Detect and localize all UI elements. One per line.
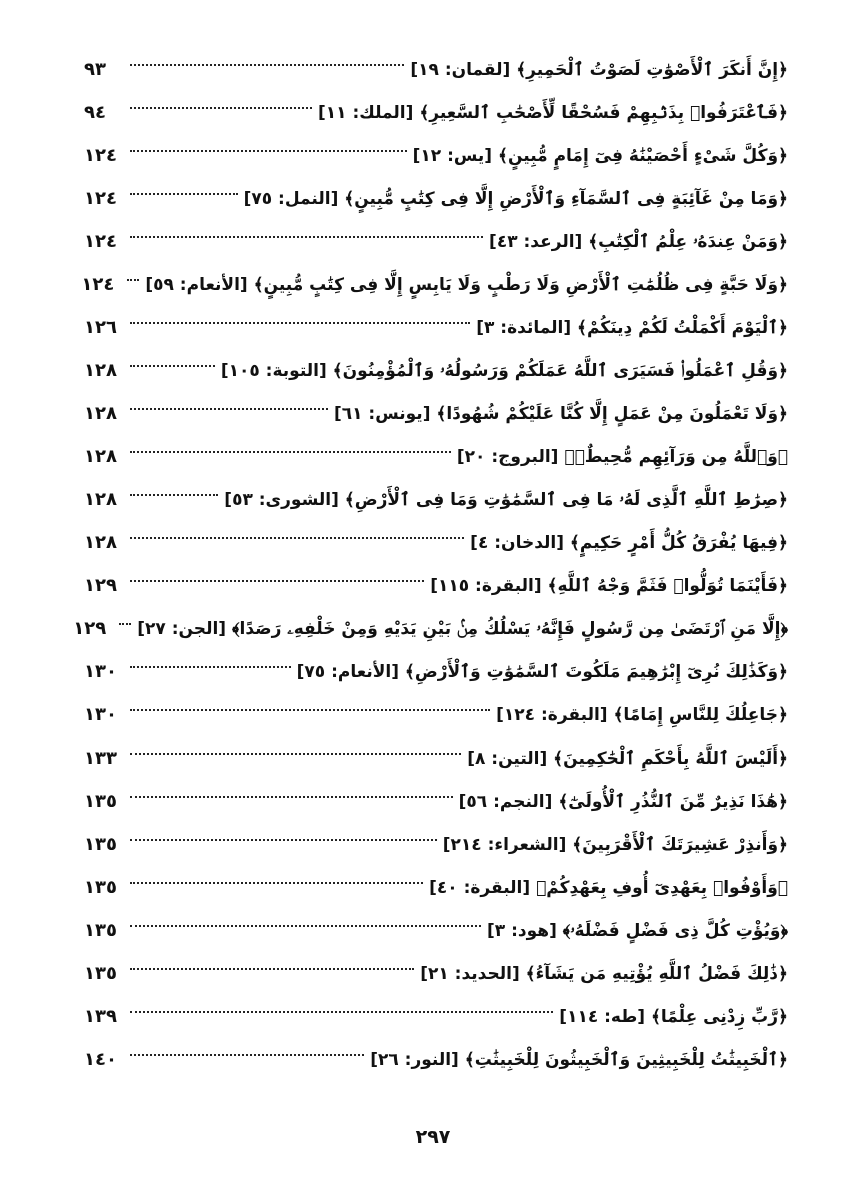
- dot-leader: [130, 107, 312, 109]
- page-reference: ٩٣: [84, 59, 106, 80]
- index-entry: [84, 136, 788, 176]
- index-entry: [84, 351, 788, 391]
- dot-leader: [130, 451, 451, 453]
- page-reference: ١٢٨: [84, 446, 117, 468]
- index-entry: [81, 265, 788, 305]
- index-entry: [84, 695, 788, 735]
- verse-citation: ﴿رَّبِّ زِدْنِى عِلْمًا﴾ [طه: ١١٤]: [559, 1006, 788, 1027]
- page-reference: ١٣٣: [84, 747, 117, 769]
- verse-citation: ﴿جَاعِلُكَ لِلنَّاسِ إِمَامًا﴾ [البقرة: ١٢٤]: [496, 705, 788, 726]
- dot-leader: [130, 796, 453, 798]
- dot-leader: [119, 623, 131, 625]
- page-reference: ١٣٥: [84, 790, 117, 812]
- index-entry: [84, 93, 788, 133]
- verse-citation: ﴿ٱلْخَبِيثَٰتُ لِلْخَبِيثِينَ وَٱلْخَبِيثُونَ لِلْخَبِيثَٰتِ﴾ [النور: ٢٦]: [370, 1049, 788, 1070]
- page-reference: ١٢٨: [84, 489, 117, 511]
- dot-leader: [130, 236, 483, 238]
- verse-citation: ﴿هَٰذَا نَذِيرٌ مِّنَ ٱلنُّذُرِ ٱلْأُولَىٰٓ﴾ [النجم: ٥٦]: [458, 791, 788, 812]
- page-reference: ١٢٩: [84, 575, 117, 597]
- verse-citation: ﴿فَٱعْتَرَفُوا۟ بِذَنۢبِهِمْ فَسُحْقًا لِّأَصْحَٰبِ ٱلسَّعِيرِ﴾ [الملك: ١١]: [317, 103, 788, 124]
- page-reference: ١٢٨: [84, 403, 117, 425]
- dot-leader: [130, 753, 461, 755]
- dot-leader: [130, 1054, 364, 1056]
- index-entry: [84, 825, 788, 865]
- dot-leader: [130, 150, 407, 152]
- index-entry: [84, 868, 788, 908]
- page-reference: ١٢٤: [84, 188, 117, 210]
- dot-leader: [130, 968, 414, 970]
- dot-leader: [130, 537, 464, 539]
- dot-leader: [130, 882, 423, 884]
- dot-leader: [127, 279, 139, 281]
- page-reference: ١٣٠: [84, 661, 117, 683]
- index-entry: [84, 222, 788, 262]
- page-reference: ١٣٩: [84, 1005, 117, 1027]
- dot-leader: [130, 666, 291, 668]
- index-entry: [84, 437, 788, 477]
- verse-index-list: [73, 50, 788, 1080]
- page-reference: ١٣٠: [84, 704, 117, 726]
- page-reference: ١٢٨: [84, 532, 117, 554]
- index-entry: [84, 1040, 788, 1080]
- page-reference: ١٢٤: [84, 231, 117, 253]
- verse-citation: ﴿وَمَنْ عِندَهُۥ عِلْمُ ٱلْكِتَٰبِ﴾ [الرعد: ٤٣]: [489, 232, 788, 253]
- index-entry: [84, 782, 788, 822]
- page-reference: ١٣٥: [84, 962, 117, 984]
- verse-citation: ﴿وَمَا مِنْ غَآئِبَةٍ فِى ٱلسَّمَآءِ وَٱلْأَرْضِ إِلَّا فِى كِتَٰبٍ مُّبِينٍ﴾ [النمل: ٧٥]: [243, 189, 788, 210]
- index-entry: [84, 652, 788, 692]
- index-entry: [84, 179, 788, 219]
- verse-citation: ﴿وَقُلِ ٱعْمَلُوا۟ فَسَيَرَى ٱللَّهُ عَمَلَكُمْ وَرَسُولُهُۥ وَٱلْمُؤْمِنُونَ﴾ [التوبة: ١٠٥]: [220, 361, 788, 382]
- verse-citation: ﴿وَكَذَٰلِكَ نُرِىٓ إِبْرَٰهِيمَ مَلَكُوتَ ٱلسَّمَٰوَٰتِ وَٱلْأَرْضِ﴾ [الأنعام: ٧٥]: [296, 662, 788, 683]
- page-number: ٢٩٧: [415, 1126, 451, 1148]
- index-entry: [84, 911, 788, 951]
- verse-citation: ﴿أَلَيْسَ ٱللَّهُ بِأَحْكَمِ ٱلْحَٰكِمِينَ﴾ [التين: ٨]: [467, 748, 788, 769]
- page-reference: ١٣٥: [84, 876, 117, 898]
- index-entry: [84, 566, 788, 606]
- index-entry: [73, 609, 788, 649]
- dot-leader: [130, 365, 215, 367]
- verse-citation: ﴿إِلَّا مَنِ ٱرْتَضَىٰ مِن رَّسُولٍ فَإِنَّهُۥ يَسْلُكُ مِنۢ بَيْنِ يَدَيْهِ وَمِنْ خَلْفِهِۦ رَصَدًا﴾ [الجن: ٢٧]: [137, 619, 788, 640]
- verse-citation: ﴿وَلَا حَبَّةٍ فِى ظُلُمَٰتِ ٱلْأَرْضِ وَلَا رَطْبٍ وَلَا يَابِسٍ إِلَّا فِى كِتَٰبٍ مُّبِينٍ﴾ [الأنعام: ٥٩]: [145, 275, 788, 296]
- verse-citation: ﴿وَأَوْفُوا۟ بِعَهْدِىٓ أُوفِ بِعَهْدِكُمْ﴾ [البقرة: ٤٠]: [429, 877, 788, 898]
- verse-citation: ﴿وَأَنذِرْ عَشِيرَتَكَ ٱلْأَقْرَبِينَ﴾ [الشعراء: ٢١٤]: [442, 834, 788, 855]
- dot-leader: [130, 580, 424, 582]
- dot-leader: [130, 193, 238, 195]
- dot-leader: [130, 408, 328, 410]
- page-reference: ١٢٨: [84, 360, 117, 382]
- index-entry: [84, 954, 788, 994]
- dot-leader: [130, 1011, 553, 1013]
- verse-citation: ﴿ٱلْيَوْمَ أَكْمَلْتُ لَكُمْ دِينَكُمْ﴾ [المائدة: ٣]: [476, 318, 788, 339]
- verse-citation: ﴿ذَٰلِكَ فَضْلُ ٱللَّهِ يُؤْتِيهِ مَن يَشَآءُ﴾ [الحديد: ٢١]: [420, 963, 788, 984]
- page-reference: ١٢٦: [84, 317, 117, 339]
- index-entry: [84, 308, 788, 348]
- page-reference: ١٣٥: [84, 919, 117, 941]
- dot-leader: [130, 839, 437, 841]
- verse-citation: ﴿وَيُؤْتِ كُلَّ ذِى فَضْلٍ فَضْلَهُۥ﴾ [هود: ٣]: [487, 920, 788, 941]
- index-entry: [84, 739, 788, 779]
- verse-citation: ﴿وَكُلَّ شَىْءٍ أَحْصَيْنَٰهُ فِىٓ إِمَامٍ مُّبِينٍ﴾ [يس: ١٢]: [412, 146, 788, 167]
- page-reference: ١٢٤: [81, 274, 115, 296]
- index-entry: [84, 50, 788, 90]
- index-entry: [84, 394, 788, 434]
- verse-citation: ﴿وَٱللَّهُ مِن وَرَآئِهِم مُّحِيطٌۢ﴾ [البروج: ٢٠]: [456, 447, 788, 468]
- page-reference: ١٤٠: [84, 1048, 117, 1070]
- verse-citation: ﴿فَأَيْنَمَا تُوَلُّوا۟ فَثَمَّ وَجْهُ ٱللَّهِ﴾ [البقرة: ١١٥]: [430, 576, 788, 597]
- dot-leader: [130, 64, 404, 66]
- page-reference: ١٢٩: [73, 618, 107, 640]
- page-reference: ٩٤: [84, 102, 106, 124]
- dot-leader: [130, 322, 470, 324]
- index-entry: [84, 997, 788, 1037]
- page-reference: ١٣٥: [84, 833, 117, 855]
- verse-citation: ﴿إِنَّ أَنكَرَ ٱلْأَصْوَٰتِ لَصَوْتُ ٱلْحَمِيرِ﴾ [لقمان: ١٩]: [410, 60, 788, 80]
- verse-citation: ﴿صِرَٰطِ ٱللَّهِ ٱلَّذِى لَهُۥ مَا فِى ٱلسَّمَٰوَٰتِ وَمَا فِى ٱلْأَرْضِ﴾ [الشورى: ٥٣]: [224, 490, 788, 511]
- dot-leader: [130, 925, 481, 927]
- dot-leader: [130, 494, 218, 496]
- index-entry: [84, 480, 788, 520]
- index-entry: [84, 523, 788, 563]
- page-reference: ١٢٤: [84, 145, 117, 167]
- verse-citation: ﴿وَلَا تَعْمَلُونَ مِنْ عَمَلٍ إِلَّا كُنَّا عَلَيْكُمْ شُهُودًا﴾ [يونس: ٦١]: [333, 404, 788, 425]
- dot-leader: [130, 709, 490, 711]
- verse-citation: ﴿فِيهَا يُفْرَقُ كُلُّ أَمْرٍ حَكِيمٍ﴾ [الدخان: ٤]: [470, 533, 788, 554]
